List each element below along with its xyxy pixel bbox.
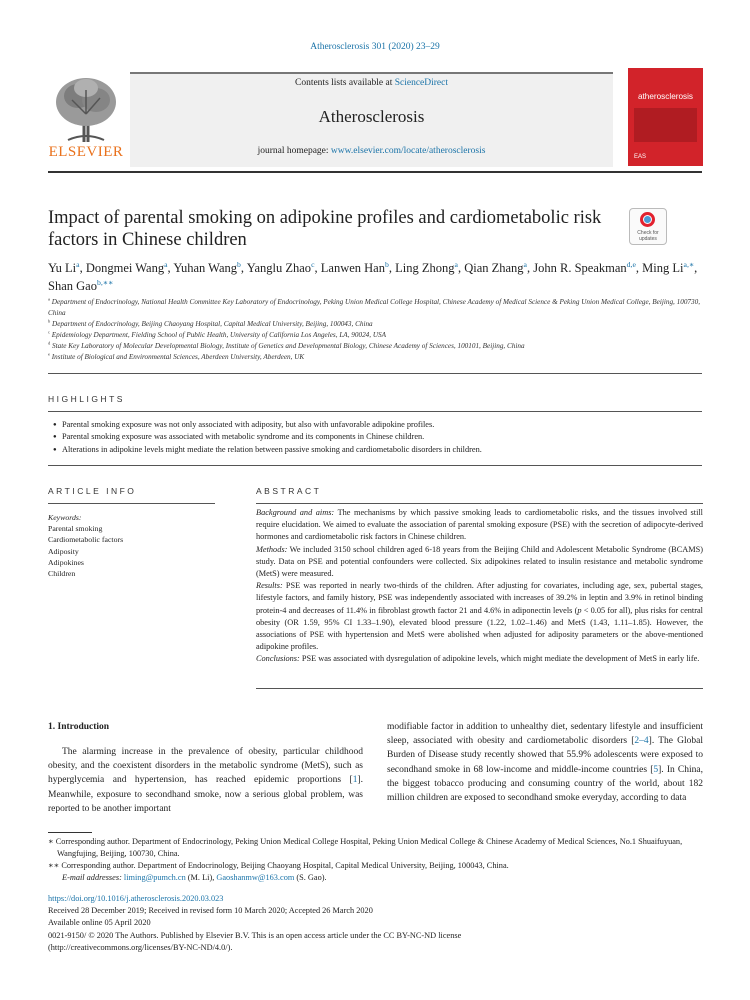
citation-link[interactable]: 1 [352,775,358,786]
homepage-line [130,146,613,156]
abstract-conclusions [256,653,703,665]
check-updates-label: Check for updates [637,230,659,242]
divider [256,503,703,504]
footnote-mark: ∗ [48,837,54,846]
author-name[interactable]: Dongmei Wang [85,261,165,275]
footnote-corresponding-2 [48,860,702,872]
author-list: Yu Li$^a$, Dongmei Wang$^a$, Yuhan Wang$^b$, Yanglu Zhao$^c$, Lanwen Han$^b$, Ling Zhong$^a$, Qian Zhang$^a$, John R. Speakman$^{d,e}$, Ming $Li^{a,∗}$, Shan Gao$^{b,∗∗}$ [48,259,698,293]
header-bottom-rule [48,171,702,173]
author-affiliation-marker[interactable]: a [454,259,458,269]
keywords-block [48,512,218,579]
license-text: 0021-9150/ © 2020 The Authors. Published by Elsevier B.V. This is an open access article under the CC BY-NC-ND license [48,930,462,940]
affiliation-marker: c [48,329,50,335]
highlight-item: ● Alterations in adipokine levels might mediate the relation between passive smoking and cardiometabolic disorders in children. [53,444,703,456]
keyword: Children [48,569,76,579]
highlights-list [53,419,703,456]
methods-label: Methods: [256,544,288,554]
highlight-item: ● Parental smoking exposure was not only associated with adiposity, but also with unfavorable adipokine profiles. [53,419,703,431]
check-updates-icon-center [644,216,651,223]
author-name[interactable]: Shan Gao [48,279,97,293]
keywords-label: Keywords: [48,513,82,522]
background-label: Background and aims: [256,508,335,517]
abstract-background [256,507,703,544]
homepage-prefix: journal homepage: [257,146,331,156]
keyword: Adiposity [48,546,79,556]
author-affiliation-marker[interactable]: a [164,259,168,269]
contents-line [130,78,613,88]
divider [48,465,702,466]
affiliation [48,352,702,363]
email-label: E-mail addresses: [62,873,122,882]
abstract-heading: ABSTRACT [256,486,322,496]
journal-cover-thumbnail[interactable] [628,68,703,166]
intro-column-1 [48,745,363,816]
results-text-a: PSE was reported in nearly two-thirds of the children. After adjusting for covariates, including age, sex, pubertal stages, lifestyle factors, and family history, PSE was independently associated with increases of 39.2% in leptin and 3.9% in retinol binding protein-4 and decreases of 11.4% in fibroblast growth factor 21 and 4.6% in adiponectin levels ( [256,581,703,615]
author-affiliation-marker[interactable]: a [76,259,80,269]
cover-image-band [634,108,697,142]
check-for-updates-badge[interactable] [629,208,667,245]
conclusions-label: Conclusions: [256,654,300,664]
cover-title: atherosclerosis [637,92,694,101]
email-owner: (S. Gao). [294,873,327,882]
author-name[interactable]: Yu Li [48,261,77,275]
email-owner: (M. Li), [185,873,217,882]
highlight-item: ● Parental smoking exposure was associated with metabolic syndrome and its components in Chinese children. [53,431,703,443]
intro-col1-text-a: The alarming increase in the prevalence of obesity, particular childhood obesity, and the coexistent disorders in the metabolic syndrome (MetS), such as hyperglycemia and hypertension, has reached epidemic proportions [ [48,747,363,786]
highlights-heading: HIGHLIGHTS [48,394,125,404]
contents-prefix: Contents lists available at [294,78,395,88]
divider [48,503,215,504]
article-info-heading: ARTICLE INFO [48,486,137,496]
affiliation-marker: b [48,318,51,324]
journal-reference[interactable]: Atherosclerosis 301 (2020) 23–29 [310,42,440,52]
methods-text: We included 3150 school children aged 6-18 years from the Beijing Child and Adolescent Metabolic Syndrome (BCAMS) study. Data on PSE and potential confounders were collected. Six adipokines related to insulin resistance and metabolic syndrome (MetS) were measured. [256,544,703,579]
affiliation-marker: a [48,296,50,302]
footnote-mark: ∗∗ [48,861,60,870]
article-metadata [48,893,702,954]
author-affiliation-marker[interactable]: d,e [626,259,636,269]
affiliation-text: Department of Endocrinology, National Health Committee Key Laboratory of Endocrinology, Peking Union Medical College Hospital, Chinese Academy of Medical Science & Peking Union Medical College, Beijing, 100730, China [48,298,700,317]
background-text: The mechanisms by which passive smoking leads to cardiometabolic risks, and the tissues involved still require elucidation. We aimed to evaluate the association of parental smoking exposure (PSE) with the secretion of adipocyte-derived hormones and cardiometabolic risk factors in Chinese children. [256,508,703,542]
affiliation [48,319,702,330]
homepage-link[interactable]: www.elsevier.com/locate/atherosclerosis [330,146,486,156]
intro-column-2 [387,720,703,805]
author-affiliation-marker[interactable]: b,∗∗ [96,277,114,287]
abstract-body [256,507,703,666]
section-heading-introduction: 1. Introduction [48,722,110,732]
footnote-text: Corresponding author. Department of Endocrinology, Peking Union Medical College Hospital, Peking Union Medical College & Chinese Academy of Medical Sciences, No.1 Shuaifuyuan, Wangfujing, Beijing, 100730, China. [53,837,683,858]
footnotes [48,836,702,884]
intro-col2-text-c: ]. In China, the biggest tobacco producing and consuming country of the world, about 182 million children are exposed to secondhand smoke everyday, according to data [387,764,703,804]
footnote-rule [48,832,92,833]
author-affiliation-marker[interactable]: c [311,259,315,269]
online-date: Available online 05 April 2020 [48,918,151,928]
author-name[interactable]: Ling Zhong [395,261,455,275]
author-name[interactable]: Yuhan Wang [173,261,238,275]
author-affiliation-marker[interactable]: a [523,259,527,269]
divider [256,688,703,689]
journal-header-box [130,74,613,167]
affiliation-text: Department of Endocrinology, Beijing Chaoyang Hospital, Capital Medical University, Beijing, 100043, China [50,320,373,328]
citation-link[interactable]: 5 [653,764,659,775]
keywords-list [48,523,218,579]
citation-link[interactable]: 2–4 [634,736,649,747]
keyword: Adipokines [48,557,84,567]
footnote-text: Corresponding author. Department of Endocrinology, Beijing Chaoyang Hospital, Capital Medical University, Beijing, 100043, China. [59,861,509,870]
author-affiliation-marker[interactable]: b [237,259,241,269]
intro-col2-text-b: ]. The Global Burden of Disease study recently showed that 55.9% adolescents were exposed to secondhand smoke in 68 low-income and middle-income countries [ [387,736,703,775]
affiliation-marker: e [48,351,50,357]
article-title: Impact of parental smoking on adipokine profiles and cardiometabolic risk factors in Chinese children [48,208,602,250]
conclusions-text: PSE was associated with dysregulation of adipokine levels, which might mediate the development of MetS in early life. [299,654,700,664]
affiliation-text: Epidemiology Department, Fielding School of Public Health, University of California Los Angeles, LA, 90024, USA [49,331,387,339]
author-affiliation-marker[interactable]: a,∗ [683,259,695,269]
results-text-b: < 0.05 for all), plus risks for central obesity (OR 1.59, 95% CI 1.33–1.90), elevated blood pressure (1.22, 1.02–1.46) and MetS (1.43, 1.11–1.85). However, the associations of PSE with hypertension and MetS were abolished when adjusted for adiposity parameters or the above-mentioned adipokine profiles. [256,605,703,652]
results-label: Results: [256,581,283,591]
doi-link[interactable]: https://doi.org/10.1016/j.atherosclerosis.2020.03.023 [48,894,224,903]
affiliation-text: State Key Laboratory of Molecular Developmental Biology, Institute of Genetics and Developmental Biology, Chinese Academy of Sciences, 100101, Beijing, China [50,342,525,350]
footnote-corresponding-1 [48,836,702,860]
author-name[interactable]: Yanglu Zhao [246,261,312,275]
journal-name: Atherosclerosis [318,107,425,126]
email-line [48,872,702,884]
license-url[interactable]: (http://creativecommons.org/licenses/BY-NC-ND/4.0/). [48,942,233,952]
affiliation [48,341,702,352]
author-name[interactable]: Qian Zhang [464,261,524,275]
intro-col2-text-a: modifiable factor in addition to unhealthy diet, sedentary lifestyle and insufficient sleep, associated with obesity and cardiometabolic disorders [ [387,722,703,747]
publisher-wordmark[interactable]: ELSEVIER [48,144,124,160]
received-dates: Received 28 December 2019; Received in revised form 10 March 2020; Accepted 26 March 2020 [48,906,373,916]
affiliation-list [48,297,702,363]
affiliation-text: Institute of Biological and Environmental Sciences, Aberdeen University, Aberdeen, UK [49,353,305,361]
divider [48,411,702,412]
author-name[interactable]: Lanwen Han [320,261,385,275]
intro-col1-text-b: ]. Meanwhile, exposure to secondhand smoke, now a serious global problem, was reported to be another important [48,775,363,814]
affiliation [48,330,702,341]
divider [48,373,702,374]
keyword: Parental smoking [48,524,103,534]
results-p-symbol: p [577,605,582,615]
author-name[interactable]: Ming Li [642,261,684,275]
author-name[interactable]: John R. Speakman [533,261,627,275]
affiliation-marker: d [48,340,51,346]
sciencedirect-link[interactable]: ScienceDirect [394,78,448,88]
cover-footer: EAS [634,154,647,160]
abstract-methods [256,544,703,581]
email-link-gao[interactable]: Gaoshanmw@163.com [216,873,295,882]
keyword: Cardiometabolic factors [48,535,124,545]
abstract-results [256,580,703,653]
email-link-li[interactable]: liming@pumch.cn [123,873,186,882]
affiliation [48,297,702,319]
author-affiliation-marker[interactable]: b [384,259,389,269]
